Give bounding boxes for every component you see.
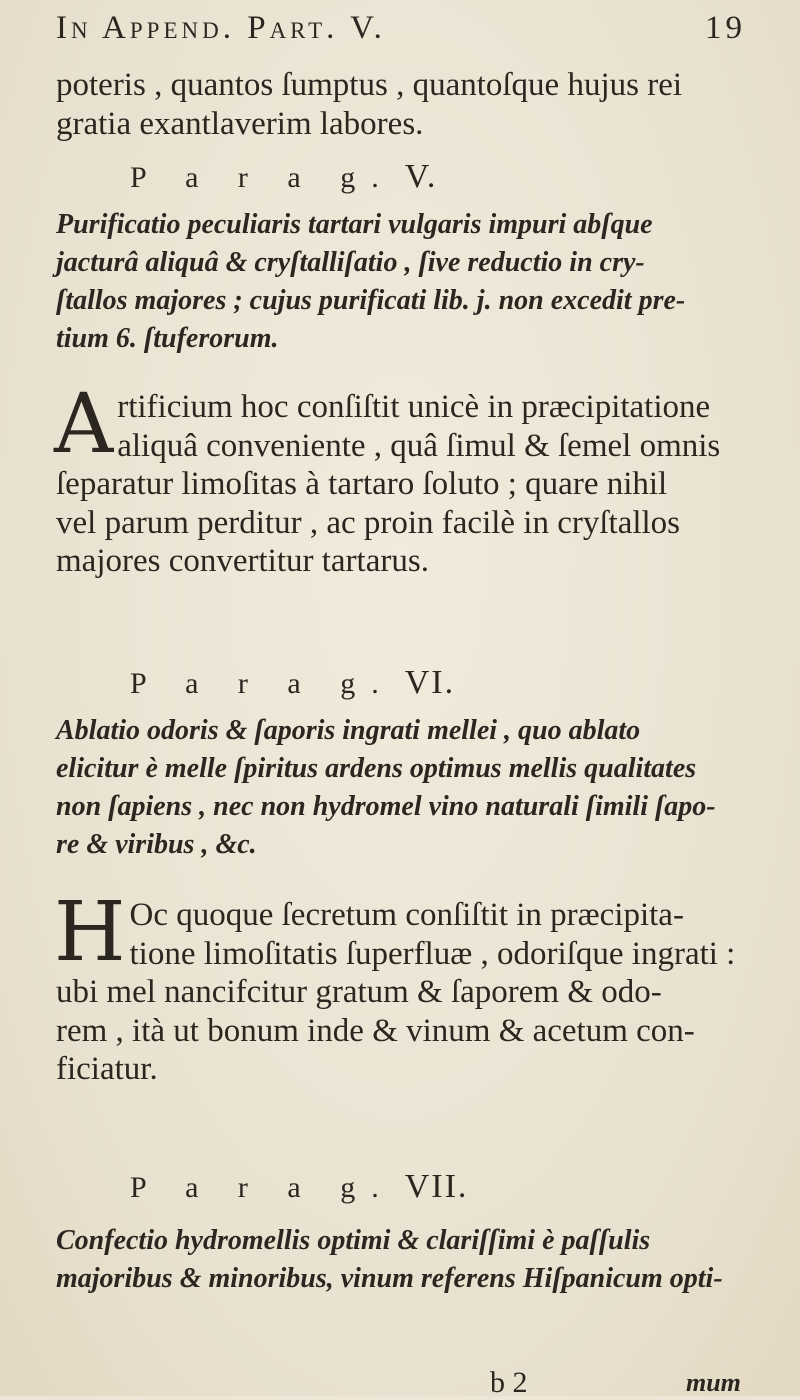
text-line: aliquâ conveniente , quâ ſimul & ſemel omnis <box>117 427 721 464</box>
signature-mark: b 2 <box>490 1366 528 1399</box>
text-line: majores convertitur tartarus. <box>56 543 429 579</box>
text-line: Oc quoque ſecretum conſiſtit in præcipita- <box>129 897 684 933</box>
section-heading-vii <box>130 1168 530 1206</box>
text-line: ficiatur. <box>56 1051 158 1087</box>
drop-capital: H <box>54 885 126 980</box>
catchword: mum <box>686 1368 741 1397</box>
page-number: 19 <box>705 10 746 46</box>
summary-line: re & viribus , &c. <box>56 829 257 860</box>
summary-line: jacturâ aliquâ & cryſtalliſatio , ſive reductio in cry- <box>56 247 645 278</box>
text-line: rtificium hoc conſiſtit unicè in præcipitatione <box>117 389 711 425</box>
heading-number: VI. <box>404 664 456 701</box>
summary-line: Purificatio peculiaris tartari vulgaris impuri abſque <box>56 209 653 240</box>
section-summary-vii <box>56 1222 756 1298</box>
section-heading-vi <box>130 664 530 702</box>
summary-line: Ablatio odoris & ſaporis ingrati mellei , quo ablato <box>56 715 641 746</box>
heading-number: V. <box>404 158 438 195</box>
text-line: tione limoſitatis ſuperfluæ , odoriſque ingrati : <box>129 935 736 972</box>
text-line: rem , ità ut bonum inde & vinum & acetum con- <box>56 1012 695 1049</box>
section-summary-vi <box>56 712 756 864</box>
heading-word: P a r a g. <box>130 1171 395 1204</box>
running-head-title: In Append. Part. V. <box>56 10 386 46</box>
opening-paragraph <box>56 66 756 143</box>
section-body-vi <box>54 885 756 1089</box>
text-line: gratia exantlaverim labores. <box>56 105 424 142</box>
heading-word: P a r a g. <box>130 161 395 194</box>
running-head <box>56 10 746 54</box>
text-line: poteris , quantos ſumptus , quantoſque hujus rei <box>56 67 683 103</box>
summary-line: ſtallos majores ; cujus purificati lib. j. non excedit pre- <box>56 285 686 316</box>
section-summary-v <box>56 206 756 358</box>
text-line: ſeparatur limoſitas à tartaro ſoluto ; quare nihil <box>56 466 668 502</box>
summary-line: Confectio hydromellis optimi & clariſſimi è paſſulis <box>56 1225 651 1256</box>
section-body-v <box>54 377 756 581</box>
heading-number: VII. <box>404 1168 469 1205</box>
text-line: ubi mel nancifcitur gratum & ſaporem & odo- <box>56 974 662 1010</box>
section-heading-v <box>130 158 530 196</box>
heading-word: P a r a g. <box>130 667 395 700</box>
summary-line: elicitur è melle ſpiritus ardens optimus mellis qualitates <box>56 753 697 784</box>
summary-line: non ſapiens , nec non hydromel vino naturali ſimili ſapo- <box>56 791 716 822</box>
drop-capital: A <box>54 377 114 472</box>
summary-line: tium 6. ſtuferorum. <box>56 323 279 354</box>
text-line: vel parum perditur , ac proin facilè in cryſtallos <box>56 504 681 541</box>
summary-line: majoribus & minoribus, vinum referens Hiſpanicum opti- <box>56 1263 723 1294</box>
